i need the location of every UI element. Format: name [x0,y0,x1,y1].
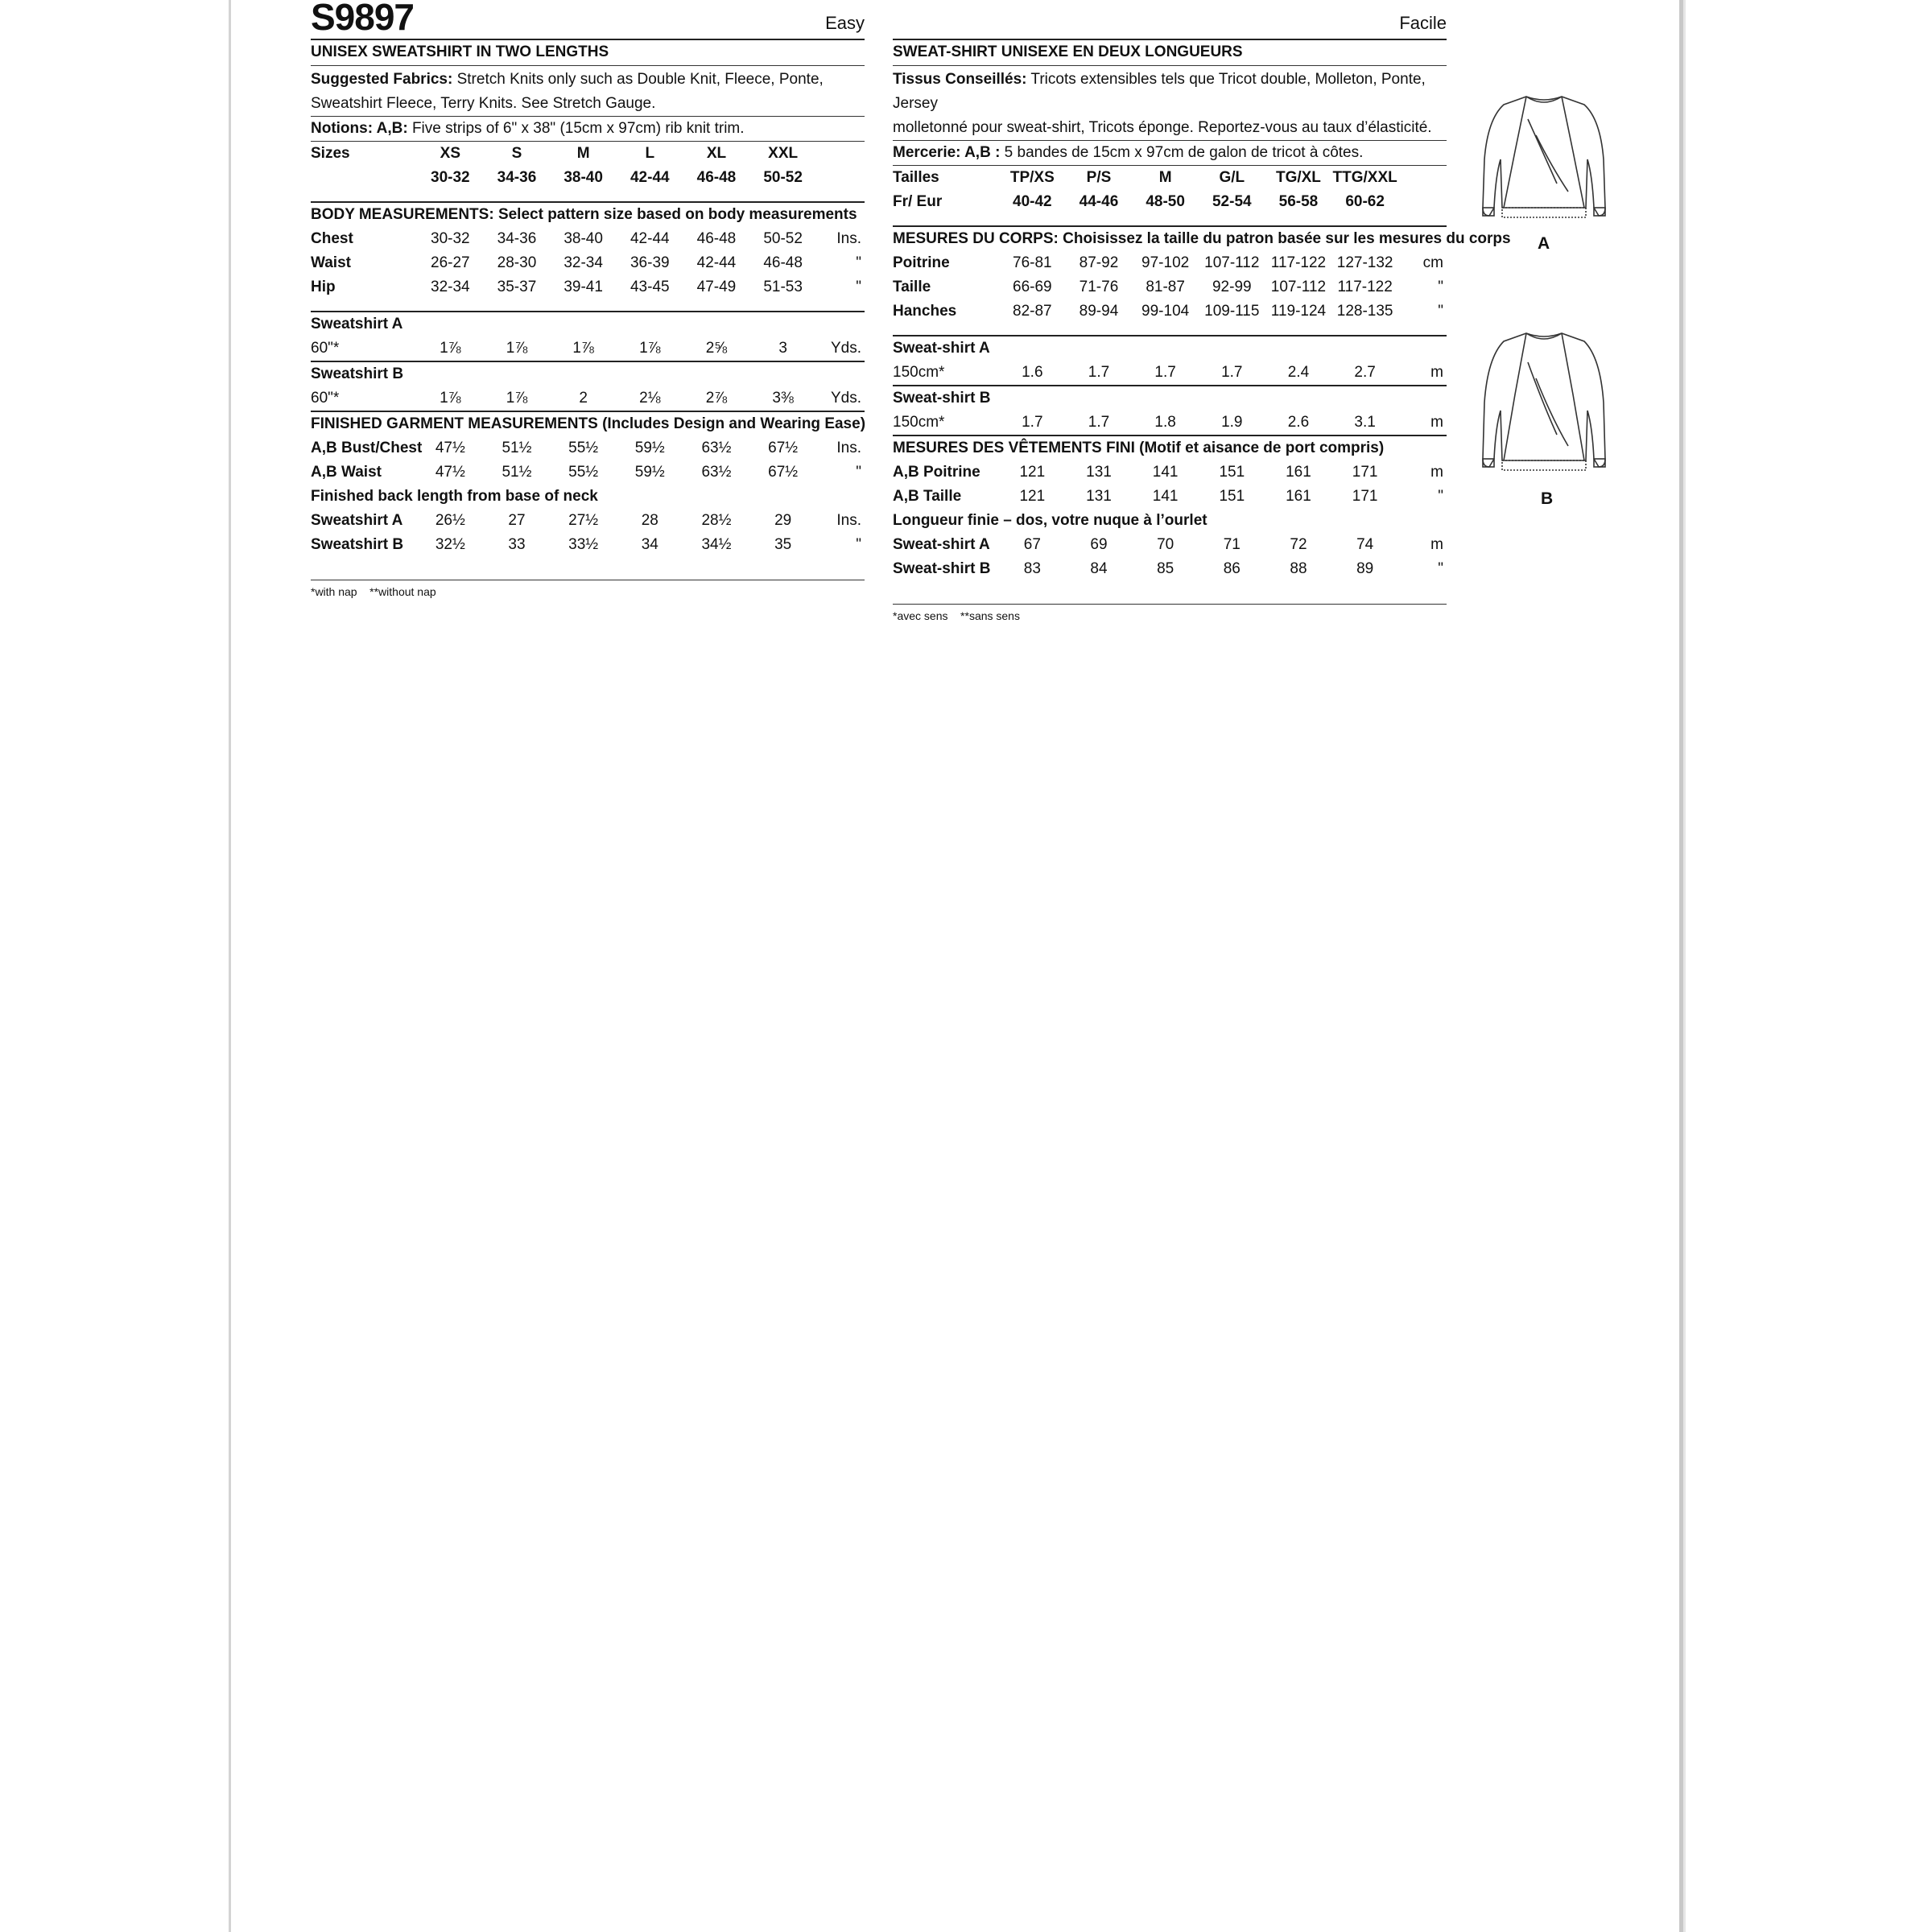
finished-row-unit: " [1438,488,1443,505]
yardage-width: 150cm* [893,364,945,381]
finished-row-unit: m [1430,464,1443,481]
finished-row-value: 67½ [768,464,799,481]
finished-row-value: 51½ [502,464,532,481]
length-title [311,485,865,509]
yardage-value: 1.8 [1154,414,1176,431]
size-range: 46-48 [696,169,737,186]
length-row-value: 70 [1157,536,1174,553]
yardage-value: 2⅝ [705,340,728,357]
yardage-width: 60"* [311,340,340,357]
size-range: 44-46 [1079,193,1119,210]
length-row [893,533,1447,557]
body-row-value: 109-115 [1204,303,1260,320]
yardage-unit: Yds. [830,390,861,407]
finished-row-unit: Ins. [836,440,861,456]
fabrics-label-fr: Tissus Conseillés: [893,71,1027,88]
size-label: XS [440,145,460,162]
size-label: L [645,145,655,162]
yardage-view-row [311,361,865,386]
fr-size-table [893,166,1511,604]
body-row-value: 127-132 [1336,254,1393,271]
yardage-unit: m [1430,364,1443,381]
yardage-value: 1.7 [1088,414,1110,431]
header-fr [893,0,1447,39]
size-ranges-label [311,166,417,190]
finished-row-value: 55½ [568,464,599,481]
body-row-label: Taille [893,279,931,295]
fabrics-line-2: Sweatshirt Fleece, Terry Knits. See Stretch Gauge. [311,95,656,112]
difficulty-level-fr: Facile [1399,13,1447,33]
body-row-value: 76-81 [1013,254,1052,271]
yardage-view-row [893,336,1447,361]
size-range: 40-42 [1013,193,1052,210]
suggested-fabrics [311,66,865,116]
size-range: 38-40 [564,169,603,186]
length-row-value: 84 [1090,560,1108,577]
header [311,0,865,39]
body-row-unit: " [856,279,861,295]
yardage-view: Sweat-shirt B [893,386,1447,411]
finished-row-label: A,B Bust/Chest [311,440,423,456]
yardage-value: 1⅞ [639,340,661,357]
suggested-fabrics-fr [893,66,1447,140]
body-row-value: 26-27 [431,254,470,271]
finished-row-value: 171 [1352,464,1378,481]
length-row-value: 28 [641,512,658,529]
length-row-value: 83 [1023,560,1041,577]
finished-row-value: 121 [1019,488,1046,505]
length-row-value: 33 [508,536,526,553]
length-row [893,557,1447,581]
body-measurements-title-text: MESURES DU CORPS: Choisissez la taille du patron basée sur les mesures du corps [893,226,1447,251]
footnote-fr: *avec sens **sans sens [893,609,1020,622]
body-row [311,275,865,299]
length-row-value: 34½ [701,536,732,553]
sizes-spacer [816,142,865,166]
yardage-width: 150cm* [893,414,945,431]
yardage-row [311,336,865,361]
body-row-unit: " [856,254,861,271]
finished-row-value: 141 [1152,488,1179,505]
fabrics-line-1-fr: Tricots extensibles tels que Tricot double, Molleton, Ponte, Jersey [893,71,1426,112]
yardage-view: Sweatshirt B [311,361,865,386]
size-label: M [576,145,590,162]
length-row-value: 27½ [568,512,599,529]
size-ranges-row [893,190,1447,214]
finished-row-value: 51½ [502,440,532,456]
size-range: 48-50 [1146,193,1185,210]
size-label: TTG/XXL [1332,169,1397,186]
body-measurements-title-text: BODY MEASUREMENTS: Select pattern size based on body measurements [311,202,865,227]
size-range: 42-44 [630,169,670,186]
difficulty-level: Easy [825,13,865,33]
sizes-row [893,166,1447,190]
size-range: 30-32 [431,169,470,186]
length-row-label: Sweat-shirt B [893,560,991,577]
size-label: TP/XS [1009,169,1055,186]
body-row-value: 99-104 [1141,303,1190,320]
body-row-value: 42-44 [630,230,670,247]
body-row [893,299,1447,324]
body-row-value: 81-87 [1146,279,1185,295]
yardage-value: 1⅞ [440,340,461,357]
body-row-value: 36-39 [630,254,670,271]
fabrics-line-2-fr: molletonné pour sweat-shirt, Tricots éponge. Reportez-vous au taux d’élasticité. [893,119,1432,136]
yardage-row [893,361,1447,386]
length-row-value: 29 [774,512,792,529]
body-row-value: 46-48 [696,230,737,247]
finished-row-value: 161 [1286,464,1311,481]
length-row [311,509,865,533]
yardage-view-row [311,312,865,336]
length-row-value: 34 [641,536,658,553]
length-row-unit: " [856,536,861,553]
finished-row-value: 121 [1019,464,1046,481]
size-ranges-row [311,166,865,190]
garment-title: UNISEX SWEATSHIRT IN TWO LENGTHS [311,43,609,60]
body-row-label: Waist [311,254,351,271]
page-edge-left [229,0,231,1932]
finished-row-value: 59½ [634,440,665,456]
yardage-value: 1.7 [1088,364,1110,381]
yardage-value: 3⅜ [772,390,794,407]
length-row-unit: Ins. [836,512,861,529]
length-row-value: 86 [1223,560,1241,577]
finished-row-label: A,B Waist [311,464,382,481]
finished-row-value: 47½ [435,464,465,481]
length-row-value: 26½ [435,512,465,529]
notions-text-fr: 5 bandes de 15cm x 97cm de galon de tricot à côtes. [1000,144,1364,161]
length-row-label: Sweat-shirt A [893,536,990,553]
body-measurements-title [311,202,865,227]
sizes-label: Tailles [893,169,939,186]
garment-title-fr: SWEAT-SHIRT UNISEXE EN DEUX LONGUEURS [893,43,1243,60]
length-row-value: 85 [1157,560,1174,577]
yardage-value: 1.6 [1022,364,1043,381]
footnote: *with nap **without nap [311,585,436,598]
body-row-label: Hip [311,279,336,295]
body-row-value: 32-34 [564,254,603,271]
body-row-value: 128-135 [1336,303,1393,320]
length-row-value: 28½ [701,512,732,529]
finished-row [893,460,1447,485]
length-row [311,533,865,557]
body-row-value: 87-92 [1079,254,1119,271]
pattern-code: S9897 [311,0,415,38]
finished-row-value: 63½ [701,464,732,481]
yardage-value: 1.9 [1221,414,1243,431]
finished-row-unit: " [856,464,861,481]
size-label: P/S [1086,169,1112,186]
notions-label-fr: Mercerie: A,B : [893,144,1001,161]
finished-row-value: 55½ [568,440,599,456]
body-row-value: 82-87 [1013,303,1052,320]
length-row-value: 89 [1356,560,1374,577]
yardage-width: 60"* [311,390,340,407]
yardage-value: 1⅞ [506,390,528,407]
finished-row-value: 131 [1086,464,1112,481]
finished-row-value: 131 [1086,488,1112,505]
length-title [893,509,1447,533]
body-row-label: Hanches [893,303,957,320]
finished-row-value: 67½ [768,440,799,456]
finished-row [311,436,865,460]
body-row-value: 107-112 [1270,279,1327,295]
body-row [311,227,865,251]
body-row [311,251,865,275]
body-row [893,251,1447,275]
size-label: XXL [768,145,799,162]
size-label: S [511,145,522,162]
finished-title-text: FINISHED GARMENT MEASUREMENTS (Includes Design and Wearing Ease) [311,411,865,436]
notions-label: Notions: A,B: [311,120,408,137]
size-range: 50-52 [763,169,803,186]
view-a-sketch [1480,87,1608,232]
size-label: TG/XL [1275,169,1321,186]
body-row-value: 97-102 [1141,254,1190,271]
body-row-value: 92-99 [1212,279,1252,295]
body-row-value: 89-94 [1079,303,1119,320]
length-row-value: 35 [774,536,792,553]
finished-row-value: 63½ [701,440,732,456]
yardage-value: 2.6 [1287,414,1310,431]
size-label: XL [706,145,727,162]
french-column [893,0,1511,622]
finished-title [893,436,1447,460]
finished-row-value: 151 [1219,464,1245,481]
length-row-label: Sweatshirt B [311,536,404,553]
size-range: 56-58 [1278,193,1319,210]
body-row-unit: cm [1422,254,1443,271]
length-row-value: 32½ [435,536,465,553]
yardage-row [311,386,865,411]
size-ranges-spacer [1398,190,1447,214]
view-a-label: A [1538,234,1550,253]
finished-title-text: MESURES DES VÊTEMENTS FINI (Motif et aisance de port compris) [893,436,1447,460]
finished-row [311,460,865,485]
length-title-text: Finished back length from base of neck [311,488,598,505]
size-label: M [1158,169,1172,186]
body-row-value: 119-124 [1270,303,1327,320]
body-row-value: 46-48 [763,254,803,271]
body-row-value: 38-40 [564,230,603,247]
body-row-value: 66-69 [1013,279,1052,295]
body-row-value: 71-76 [1079,279,1119,295]
body-row-value: 50-52 [763,230,803,247]
yardage-value: 1.7 [1154,364,1176,381]
length-row-value: 72 [1290,536,1307,553]
finished-row-label: A,B Poitrine [893,464,980,481]
body-row [893,275,1447,299]
finished-row-value: 171 [1352,488,1378,505]
finished-row-value: 47½ [435,440,465,456]
yardage-value: 2.4 [1287,364,1310,381]
length-row-label: Sweatshirt A [311,512,403,529]
yardage-value: 3 [778,340,787,357]
body-row-value: 28-30 [497,254,537,271]
length-row-value: 67 [1023,536,1041,553]
body-row-value: 51-53 [763,279,803,295]
finished-row-value: 151 [1219,488,1245,505]
body-row-value: 117-122 [1270,254,1327,271]
yardage-value: 2.7 [1354,364,1376,381]
finished-row-value: 59½ [634,464,665,481]
finished-row-value: 161 [1286,488,1311,505]
body-row-value: 32-34 [431,279,470,295]
fabrics-label: Suggested Fabrics: [311,71,453,88]
yardage-unit: Yds. [830,340,861,357]
view-b-sketch [1480,330,1608,478]
view-b-label: B [1541,489,1554,508]
body-measurements-title [893,226,1447,251]
sizes-spacer [1398,166,1447,190]
yardage-view: Sweatshirt A [311,312,865,336]
size-label: G/L [1219,169,1245,186]
length-row-unit: m [1430,536,1443,553]
size-range: 60-62 [1345,193,1385,210]
body-row-unit: Ins. [836,230,861,247]
page-edge-right-shadow [1683,0,1686,1932]
fabrics-line-1: Stretch Knits only such as Double Knit, Fleece, Ponte, [452,71,824,88]
length-row-value: 69 [1090,536,1108,553]
body-row-value: 107-112 [1204,254,1260,271]
yardage-value: 2 [579,390,588,407]
yardage-value: 2⅛ [639,390,661,407]
size-ranges-spacer [816,166,865,190]
length-row-unit: " [1438,560,1443,577]
length-row-value: 71 [1223,536,1241,553]
english-column [311,0,865,598]
finished-row-label: A,B Taille [893,488,962,505]
body-row-label: Poitrine [893,254,950,271]
body-row-unit: " [1438,303,1443,320]
length-row-value: 88 [1290,560,1307,577]
body-row-value: 42-44 [696,254,737,271]
en-size-table [311,142,865,580]
finished-row [893,485,1447,509]
length-row-value: 74 [1356,536,1374,553]
length-title-text: Longueur finie – dos, votre nuque à l’ourlet [893,512,1208,529]
body-row-value: 43-45 [630,279,670,295]
notions-text: Five strips of 6" x 38" (15cm x 97cm) rib knit trim. [407,120,745,137]
yardage-value: 2⅞ [705,390,728,407]
size-ranges-label: Fr/ Eur [893,193,943,210]
yardage-value: 1⅞ [506,340,528,357]
body-row-value: 47-49 [696,279,737,295]
sizes-row [311,142,865,166]
size-range: 34-36 [497,169,537,186]
body-row-label: Chest [311,230,353,247]
size-range: 52-54 [1212,193,1252,210]
yardage-unit: m [1430,414,1443,431]
yardage-value: 1⅞ [440,390,461,407]
yardage-value: 1⅞ [572,340,594,357]
body-row-value: 117-122 [1337,279,1393,295]
body-row-value: 35-37 [497,279,537,295]
yardage-value: 3.1 [1354,414,1376,431]
yardage-view-row [893,386,1447,411]
notions-fr [893,141,1447,165]
body-row-value: 30-32 [431,230,470,247]
finished-title [311,411,865,436]
body-row-unit: " [1438,279,1443,295]
body-row-value: 39-41 [564,279,603,295]
yardage-value: 1.7 [1022,414,1043,431]
body-row-value: 34-36 [497,230,537,247]
yardage-view: Sweat-shirt A [893,336,1447,361]
yardage-value: 1.7 [1221,364,1243,381]
length-row-value: 27 [508,512,526,529]
length-row-value: 33½ [568,536,599,553]
finished-row-value: 141 [1152,464,1179,481]
sizes-label: Sizes [311,145,350,162]
notions [311,117,865,141]
yardage-row [893,411,1447,436]
